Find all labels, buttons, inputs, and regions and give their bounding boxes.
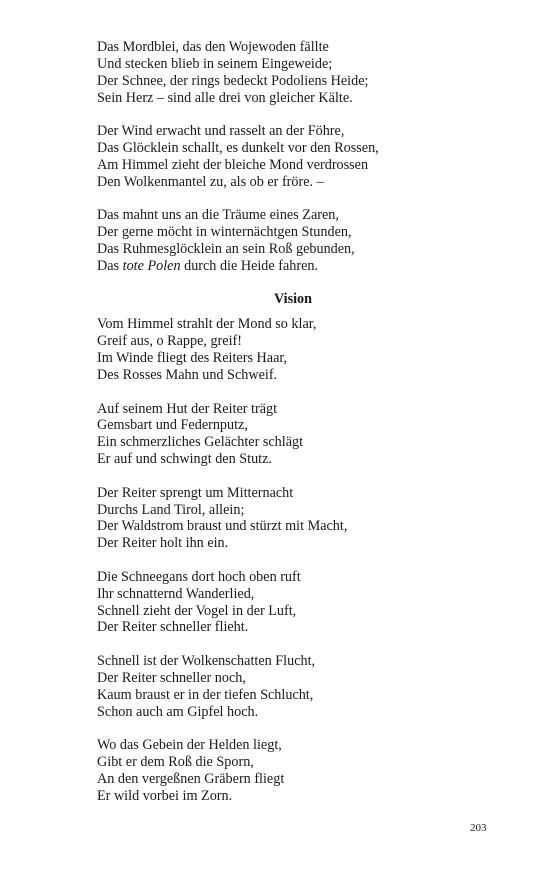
- poem-two-stanza-2: [97, 401, 497, 469]
- verse-line: Im Winde fliegt des Reiters Haar,: [97, 350, 288, 367]
- poem-two-stanza-4: [97, 569, 497, 637]
- verse-line: Vom Himmel strahlt der Mond so klar,: [97, 316, 317, 333]
- page-number: 203: [470, 822, 487, 834]
- verse-line: Kaum braust er in der tiefen Schlucht,: [97, 686, 314, 703]
- verse-line: Der Reiter holt ihn ein.: [97, 535, 229, 552]
- italic-phrase: tote Polen: [122, 257, 181, 274]
- verse-line: Das Mordblei, das den Wojewoden fällte: [97, 39, 329, 55]
- verse-line: Am Himmel zieht der bleiche Mond verdrossen: [97, 156, 369, 173]
- verse-line: Schon auch am Gipfel hoch.: [97, 703, 259, 720]
- verse-line: Wo das Gebein der Helden liegt,: [97, 737, 282, 753]
- verse-line: Das Glöcklein schallt, es dunkelt vor den Rossen,: [97, 140, 379, 157]
- verse-line: Der Reiter schneller noch,: [97, 669, 246, 686]
- poem-title: Vision: [273, 291, 313, 308]
- verse-line: Sein Herz – sind alle drei von gleicher Kälte.: [97, 89, 353, 106]
- poem-one-stanza-2: [97, 123, 497, 191]
- page-body: [97, 39, 497, 821]
- verse-text: durch die Heide fahren.: [180, 257, 319, 274]
- verse-line: Gemsbart und Federnputz,: [97, 417, 248, 434]
- verse-line: Ein schmerzliches Gelächter schlägt: [97, 434, 304, 451]
- verse-line: Das Ruhmesglöcklein an sein Roß gebunden,: [97, 241, 355, 258]
- verse-line: Schnell ist der Wolkenschatten Flucht,: [97, 652, 316, 669]
- verse-line-with-italic: [97, 258, 497, 275]
- poem-one-stanza-3: [97, 207, 497, 275]
- verse-line: Die Schneegans dort hoch oben ruft: [97, 568, 301, 585]
- verse-line: Der Schnee, der rings bedeckt Podoliens Heide;: [97, 72, 369, 89]
- verse-line: Durchs Land Tirol, allein;: [97, 501, 245, 518]
- poem-two-stanza-5: [97, 653, 497, 721]
- verse-line: Der gerne möcht in winternächtgen Stunden,: [97, 224, 352, 241]
- verse-line: Der Waldstrom braust und stürzt mit Macht,: [97, 518, 348, 535]
- verse-line: Der Wind erwacht und rasselt an der Föhre,: [97, 123, 345, 140]
- verse-line: An den vergeßnen Gräbern fliegt: [97, 770, 285, 787]
- verse-line: Gibt er dem Roß die Sporn,: [97, 753, 254, 770]
- poem-two-stanza-3: [97, 485, 497, 553]
- poem-two-stanza-6: [97, 737, 497, 805]
- poem-two-stanza-1: [97, 316, 497, 384]
- verse-line: Der Reiter sprengt um Mitternacht: [97, 484, 294, 501]
- verse-line: Den Wolkenmantel zu, als ob er fröre. –: [97, 173, 324, 190]
- verse-line: Er wild vorbei im Zorn.: [97, 787, 233, 804]
- verse-line: Und stecken blieb in seinem Eingeweide;: [97, 55, 333, 72]
- verse-line: Auf seinem Hut der Reiter trägt: [97, 400, 278, 417]
- verse-line: Der Reiter schneller flieht.: [97, 619, 249, 636]
- verse-line: Des Rosses Mahn und Schweif.: [97, 367, 278, 384]
- poem-one-stanza-1: [97, 39, 497, 107]
- verse-line: Greif aus, o Rappe, greif!: [97, 333, 242, 350]
- verse-line: Ihr schnatternd Wanderlied,: [97, 585, 255, 602]
- verse-line: Er auf und schwingt den Stutz.: [97, 451, 272, 468]
- verse-line: Das mahnt uns an die Träume eines Zaren,: [97, 207, 339, 224]
- verse-text: Das: [97, 257, 123, 274]
- verse-line: Schnell zieht der Vogel in der Luft,: [97, 602, 297, 619]
